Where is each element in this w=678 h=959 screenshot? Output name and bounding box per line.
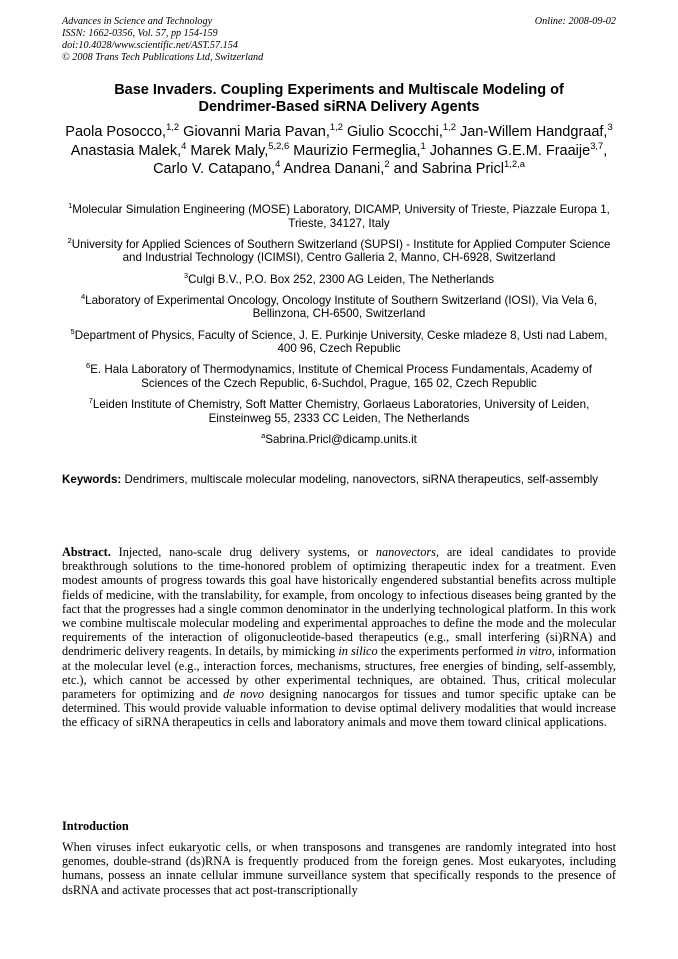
- author-name: Johannes G.E.M. Fraaije: [425, 142, 591, 159]
- title-line: Dendrimer-Based siRNA Delivery Agents: [198, 99, 480, 115]
- author-name: Andrea Danani,: [280, 161, 385, 177]
- paper-title: [62, 82, 616, 116]
- affiliation-text: Laboratory of Experimental Oncology, Oncology Institute of Southern Switzerland (IOSI), Via Vela 6, Bellinzona, CH-6500, Switzerland: [85, 293, 598, 321]
- abstract-text: , information at the molecular level (e.g., interaction forces, mechanisms, structures, free energies of binding, self-assembly, etc.), which cannot be accessed by other experimental techniques, are obtained. Thus, critical molecular parameters for optimizing and: [62, 644, 616, 702]
- abstract-text: Injected, nano-scale drug delivery systems, or: [110, 545, 376, 559]
- affiliation-text: E. Hala Laboratory of Thermodynamics, Institute of Chemical Process Fundamentals, Academy of Sciences of the Czech Republic, 6-Suchdol, Prague, 165 02, Czech Republic: [90, 363, 592, 390]
- author-affiliation-mark: 3: [607, 121, 613, 133]
- keywords-text: Dendrimers, multiscale molecular modeling, nanovectors, siRNA therapeutics, self-assembly: [121, 473, 599, 486]
- affiliation: [62, 326, 616, 356]
- doi-line: doi:10.4028/www.scientific.net/AST.57.154: [62, 40, 238, 51]
- affiliation: [62, 398, 616, 425]
- affiliation-mark: 1: [68, 201, 73, 211]
- author: [425, 139, 604, 159]
- affiliation-mark: 3: [183, 270, 189, 280]
- section-heading-introduction: Introduction: [62, 819, 129, 833]
- author-name: Paola Posocco,: [65, 124, 167, 140]
- publication-info: [62, 16, 263, 64]
- author: [70, 139, 187, 159]
- author-affiliation-mark: 5,2,6: [268, 139, 290, 151]
- affiliation: [62, 235, 616, 265]
- abstract-term-italic: nanovectors: [375, 545, 436, 559]
- author-affiliation-mark: 2: [384, 158, 390, 170]
- author-name: Anastasia Malek,: [70, 142, 182, 159]
- email-text: Sabrina.Pricl@dicamp.units.it: [265, 432, 417, 446]
- author-affiliation-mark: 1,2: [329, 121, 343, 133]
- author-affiliation-mark: 1: [420, 139, 426, 151]
- keywords-label: Keywords:: [62, 473, 122, 486]
- author-affiliation-mark: 3,7: [590, 139, 604, 151]
- author-name: Giovanni Maria Pavan,: [179, 124, 330, 140]
- copyright-line: © 2008 Trans Tech Publications Ltd, Switzerland: [62, 52, 264, 63]
- abstract: [62, 545, 616, 730]
- affiliation-mark: 2: [67, 235, 72, 245]
- affiliation-text: Molecular Simulation Engineering (MOSE) Laboratory, DICAMP, University of Trieste, Piazzale Europa 1, Trieste, 34127, Italy: [72, 203, 610, 230]
- author-affiliation-mark: 4: [181, 139, 187, 151]
- affiliation-mark: 6: [86, 361, 91, 371]
- journal-name: Advances in Science and Technology: [62, 16, 213, 27]
- affiliation-text: Department of Physics, Faculty of Science, J. E. Purkinje University, Ceske mladeze 8, Usti nad Labem, 400 96, Czech Republic: [74, 328, 608, 356]
- affiliation-text: Leiden Institute of Chemistry, Soft Matter Chemistry, Gorlaeus Laboratories, University of Leiden, Einsteinweg 55, 2333 CC Leiden, The Netherlands: [92, 398, 590, 425]
- corresponding-email: [62, 433, 616, 447]
- affiliation: [62, 270, 616, 287]
- author: [186, 139, 290, 159]
- abstract-text: the experiments performed: [377, 644, 517, 659]
- author: [65, 121, 180, 140]
- author-name: Maurizio Fermeglia,: [289, 142, 421, 159]
- author: [289, 139, 426, 159]
- title-line: Base Invaders. Coupling Experiments and Multiscale Modeling of: [114, 82, 564, 98]
- affiliation: [62, 203, 616, 230]
- author-affiliation-mark: 1,2: [166, 121, 180, 133]
- abstract-term-italic: in vitro: [516, 644, 552, 659]
- affiliation: [62, 291, 616, 321]
- affiliation-text: Culgi B.V., P.O. Box 252, 2300 AG Leiden, The Netherlands: [188, 272, 495, 286]
- affiliation: [62, 363, 616, 390]
- affiliation-list: [62, 203, 616, 454]
- affiliation-mark: 7: [88, 396, 93, 406]
- author-affiliation-mark: 1,2: [442, 121, 456, 133]
- keywords: [62, 473, 616, 487]
- abstract-term-italic: in silico: [338, 644, 378, 659]
- issn-line: ISSN: 1662-0356, Vol. 57, pp 154-159: [62, 28, 218, 39]
- author-list: [62, 123, 616, 179]
- abstract-text: designing nanocargos for tissues and tumor specific uptake can be determined. This would provide valuable information to devise optimal delivery modalities that would increase the efficacy of siRNA therapeutics in cells and laboratory animals and move them toward clinical applications.: [62, 687, 616, 730]
- author-name: Jan-Willem Handgraaf,: [455, 124, 608, 140]
- author-name: and Sabrina Pricl: [389, 161, 504, 177]
- author: [455, 121, 613, 140]
- online-date: Online: 2008-09-02: [534, 16, 616, 27]
- introduction-text: When viruses infect eukaryotic cells, or when transposons and transgenes are randomly integrated into host genomes, double-strand (ds)RNA is frequently produced from the foreign genes. Most eukaryotes, including humans, possess an innate cellular immune surveillance system that specifically responds to the presence of dsRNA and activate processes that act post-transcriptionally: [62, 840, 616, 897]
- affiliation-mark: a: [261, 431, 266, 441]
- abstract-text: , are ideal candidates to provide breakthrough solutions to the time-honored problem of optimizing therapeutic index for a treatment. Even modest amounts of progress towards this goal have historically engendered substantial benefits across multiple fields of medicine, with the translability, for example, from oncology to infectious diseases being granted by the fact that the progresses had a single common denominator in the underlying technological platform. In this work we combine multiscale molecular modeling and experimental approaches to define the mode and the molecular requirements of the interaction of oligonucleotide-based therapeutics (e.g., small interfering (si)RNA) and dendrimeric delivery reagents. In details, by mimicking: [62, 545, 616, 659]
- author-affiliation-mark: 1,2,a: [504, 158, 525, 170]
- author-name: , Carlo V. Catapano,: [153, 142, 608, 177]
- author-name: Giulio Scocchi,: [342, 124, 443, 140]
- abstract-label: Abstract.: [62, 545, 111, 559]
- author: [342, 121, 456, 140]
- affiliation-mark: 5: [70, 326, 75, 336]
- affiliation-mark: 4: [80, 291, 86, 301]
- author: [389, 158, 525, 177]
- affiliation-text: University for Applied Sciences of Southern Switzerland (SUPSI) - Institute for Applied Computer Science and Industrial Technology (ICIMSI), Centro Galleria 2, Manno, CH-6928, Switzerland: [71, 237, 611, 265]
- author-name: Marek Maly,: [186, 142, 269, 159]
- abstract-term-italic: de novo: [223, 687, 265, 702]
- author-affiliation-mark: 4: [275, 158, 281, 170]
- author: [179, 121, 343, 140]
- author: [280, 158, 390, 177]
